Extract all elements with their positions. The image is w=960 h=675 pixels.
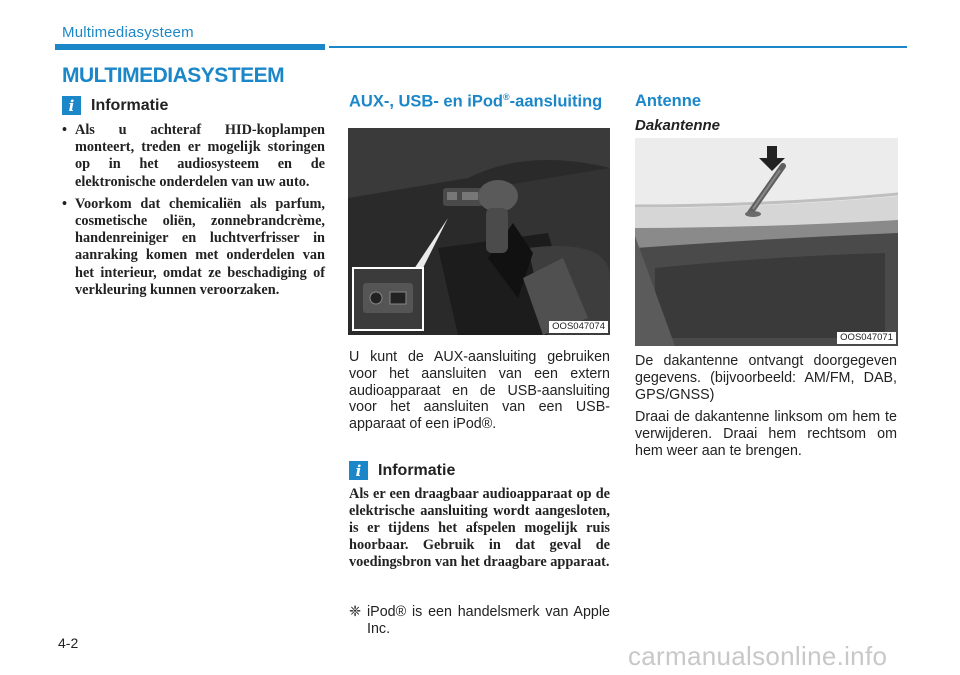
info-title: Informatie	[378, 461, 456, 479]
console-illustration	[348, 128, 610, 335]
running-header: Multimediasysteem	[62, 24, 194, 41]
watermark: carmanualsonline.info	[628, 641, 888, 671]
note-symbol: ❈	[349, 604, 361, 620]
info-icon: i	[349, 461, 368, 480]
image-code: OOS047074	[549, 321, 608, 333]
bullet-item: • Als u achteraf HID-koplampen monteert, treden er mogelijk storingen op in het audiosysteem en de elektronische onderdelen van uw auto.	[62, 122, 325, 191]
bullet-item: • Voorkom dat chemicaliën als parfum, cosmetische oliën, zonnebrandcrème, handenreiniger en luchtverfrisser in aanraking komen met onderdelen van het interieur, omdat ze beschadiging of verkleuring kunnen veroorzaken.	[62, 196, 325, 299]
info-icon: i	[62, 96, 81, 115]
info-heading-1	[62, 96, 168, 115]
antenna-paragraph: De dakantenne ontvangt doorgegeven gegevens. (bijvoorbeeld: AM/FM, DAB, GPS/GNSS)	[635, 353, 897, 403]
info-2-text: Als er een draagbaar audioapparaat op de elektrische aansluiting wordt aangesloten, is er tijdens het afspelen mogelijk ruis hoorbaar. Gebruik in dat geval de voedingsbron van het draagbare apparaat.	[349, 486, 610, 570]
roof-antenna-photo	[635, 138, 898, 346]
info-title: Informatie	[91, 96, 169, 114]
antenna-paragraph: Draai de dakantenne linksom om hem te verwijderen. Draai hem rechtsom om hem weer aan te brengen.	[635, 409, 897, 459]
info-bullet-list	[62, 122, 325, 304]
roof-illustration	[635, 138, 898, 346]
header-rule-thin	[329, 46, 907, 48]
header-rule-thick	[55, 44, 325, 50]
page-number: 4-2	[58, 635, 79, 651]
aux-section-title: AUX-, USB- en iPod®-aansluiting	[349, 92, 603, 111]
antenna-subtitle: Dakantenne	[635, 117, 721, 134]
info-heading-2	[349, 461, 455, 480]
antenna-description	[635, 353, 897, 466]
aux-usb-photo	[348, 128, 610, 335]
image-code: OOS047071	[837, 332, 896, 344]
aux-description: U kunt de AUX-aansluiting gebruiken voor het aansluiten van een extern audioapparaat en de USB-aansluiting voor het aansluiten van een USB-apparaat of een iPod®.	[349, 349, 610, 433]
section-title: MULTIMEDIASYSTEEM	[62, 64, 285, 87]
trademark-text: iPod® is een handelsmerk van Apple Inc.	[367, 604, 610, 637]
trademark-note	[349, 604, 610, 638]
antenna-section-title: Antenne	[635, 92, 701, 110]
